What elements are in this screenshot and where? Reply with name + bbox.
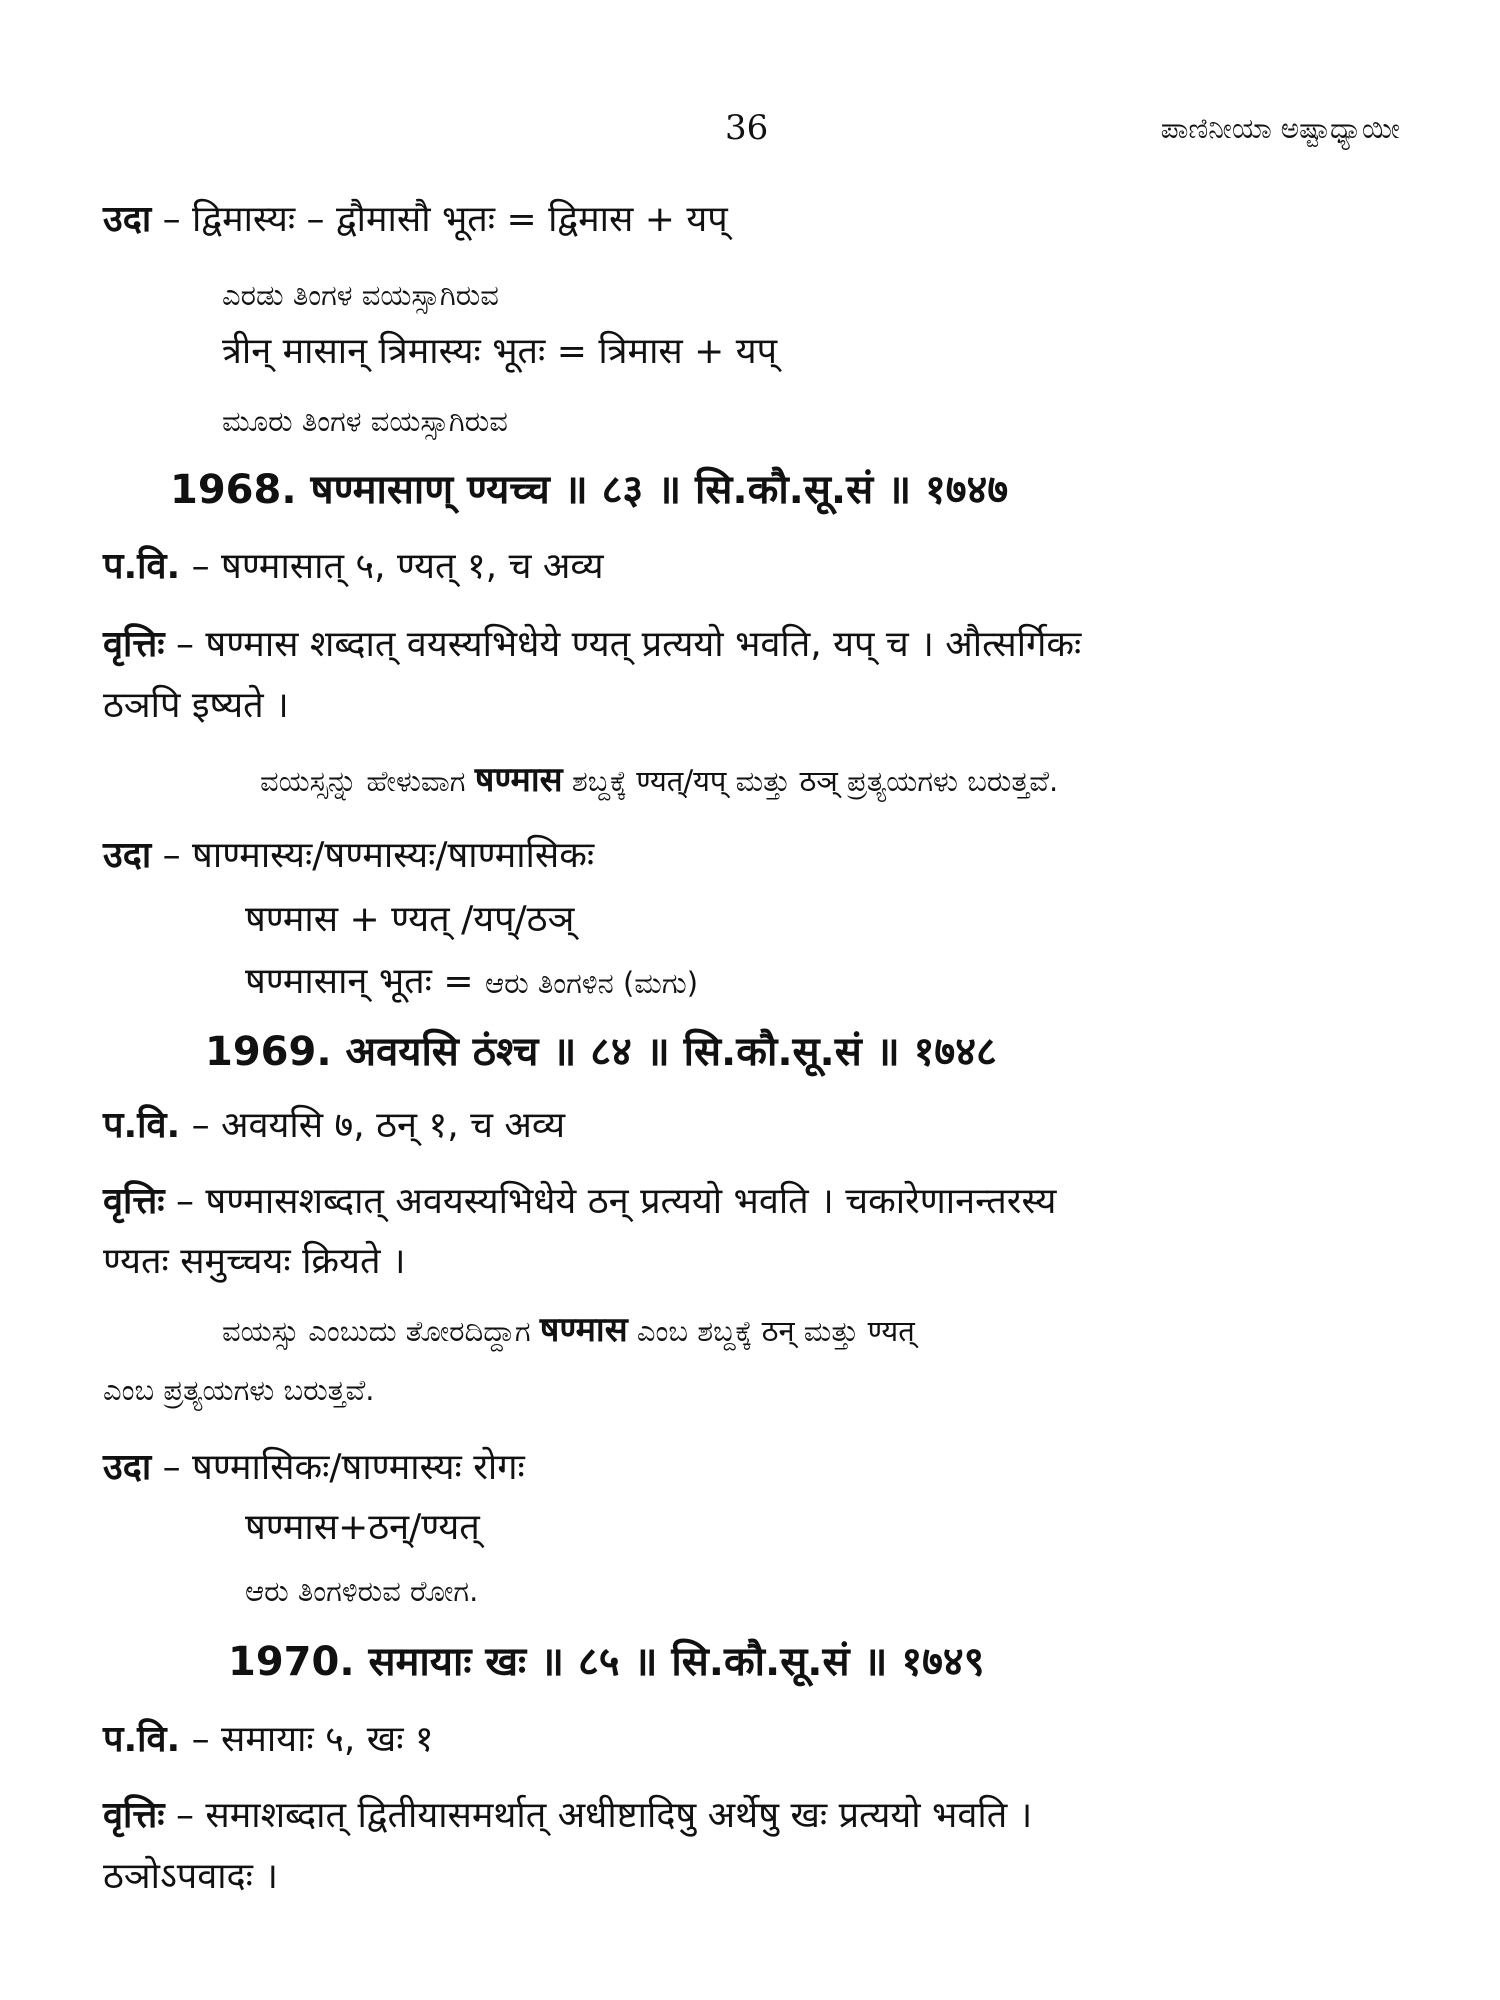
sutra-heading: 1970. समायाः खः ॥ ८५ ॥ सि.कौ.सू.सं ॥ १७४९ <box>228 1639 985 1685</box>
vritti-line <box>103 1794 1032 1837</box>
vritti-label: वृत्तिः <box>103 1795 165 1836</box>
example-line <box>103 198 728 241</box>
vritti-continuation: ठञोऽपवादः । <box>103 1856 279 1897</box>
kn-text: ಶಬ್ದಕ್ಕೆ ण्यत्/यप् ಮತ್ತು ठञ् ಪ್ರತ್ಯಯಗಳು ಬರುತ್ತವೆ. <box>562 764 1059 798</box>
pavi-text: – अवयसि ७, ठन् १, च अव्य <box>180 1105 566 1146</box>
uda-label: उदा <box>103 835 152 876</box>
pavi-label: प.वि. <box>103 1719 181 1760</box>
vritti-text: – समाशब्दात् द्वितीयासमर्थात् अधीष्टादिषु अर्थेषु खः प्रत्ययो भवति । <box>164 1795 1033 1836</box>
example-derivation: षण्मास+ठन्/ण्यत् <box>245 1507 480 1548</box>
uda-label: उदा <box>103 199 152 240</box>
kannada-continuation: ಎಂಬ ಪ್ರತ್ಯಯಗಳು ಬರುತ್ತವೆ. <box>103 1373 375 1407</box>
vritti-line <box>103 623 1081 666</box>
kn-text: ವಯಸ್ಸನ್ನು ಹೇಳುವಾಗ <box>260 764 475 798</box>
kn-term: षण्मास <box>539 1310 628 1350</box>
kannada-gloss: ಎರಡು ತಿಂಗಳ ವಯಸ್ಸಾಗಿರುವ <box>222 278 499 312</box>
kn-term: षण्मास <box>474 760 563 800</box>
page-number: 36 <box>725 108 769 148</box>
kannada-gloss: ಆರು ತಿಂಗಳಿನ (ಮಗು) <box>485 966 699 1000</box>
vritti-continuation: ण्यतः समुच्चयः क्रियते । <box>103 1241 406 1282</box>
page-header <box>0 108 1500 158</box>
padaviccheda-line <box>103 545 604 588</box>
pavi-text: – षण्मासात् ५, ण्यत् १, च अव्य <box>180 546 604 587</box>
pavi-text: – समायाः ५, खः १ <box>180 1719 434 1760</box>
example-text: – षाण्मास्यः/षण्मास्यः/षाण्मासिकः <box>151 835 595 876</box>
kannada-explanation <box>222 1310 915 1351</box>
kannada-gloss: ಮೂರು ತಿಂಗಳ ವಯಸ್ಸಾಗಿರುವ <box>222 404 508 438</box>
example-text: – षण्मासिकः/षाण्मास्यः रोगः <box>151 1447 525 1488</box>
running-title: ಪಾಣಿನೀಯಾ ಅಷ್ಟಾಧ್ಯಾಯೀ <box>1160 112 1400 145</box>
padaviccheda-line <box>103 1104 565 1147</box>
example-line <box>103 834 594 877</box>
uda-label: उदा <box>103 1447 152 1488</box>
example-line <box>245 960 698 1003</box>
vritti-continuation: ठञपि इष्यते । <box>103 685 289 726</box>
vritti-label: वृत्तिः <box>103 624 165 665</box>
example-line: त्रीन् मासान् त्रिमास्यः भूतः = त्रिमास + यप् <box>222 331 778 372</box>
example-derivation: षण्मास + ण्यत् /यप्/ठञ् <box>245 899 575 940</box>
pavi-label: प.वि. <box>103 1105 181 1146</box>
vritti-text: – षण्मास शब्दात् वयस्यभिधेये ण्यत् प्रत्ययो भवति, यप् च । औत्सर्गिकः <box>164 624 1082 665</box>
kn-text: ವಯಸ್ಸು ಎಂಬುದು ತೋರದಿದ್ದಾಗ <box>222 1314 540 1348</box>
example-text: – द्विमास्यः – द्वौमासौ भूतः = द्विमास + यप् <box>151 199 728 240</box>
kn-text: ಎಂಬ ಶಬ್ದಕ್ಕೆ ठन् ಮತ್ತು ण्यत् <box>627 1314 915 1348</box>
pavi-label: प.वि. <box>103 546 181 587</box>
kannada-gloss: ಆರು ತಿಂಗಳಿರುವ ರೋಗ. <box>245 1574 479 1608</box>
vritti-line <box>103 1180 1056 1223</box>
sutra-heading: 1968. षण्मासाण् ण्यच्च ॥ ८३ ॥ सि.कौ.सू.सं ॥ १७४७ <box>170 467 1009 513</box>
vritti-label: वृत्तिः <box>103 1181 165 1222</box>
example-text: षण्मासान् भूतः = <box>245 961 485 1002</box>
padaviccheda-line <box>103 1718 434 1761</box>
vritti-text: – षण्मासशब्दात् अवयस्यभिधेये ठन् प्रत्ययो भवति । चकारेणानन्तरस्य <box>164 1181 1057 1222</box>
kannada-explanation <box>260 760 1058 801</box>
sutra-heading: 1969. अवयसि ठंश्च ॥ ८४ ॥ सि.कौ.सू.सं ॥ १७४८ <box>205 1029 997 1075</box>
example-line <box>103 1446 525 1489</box>
